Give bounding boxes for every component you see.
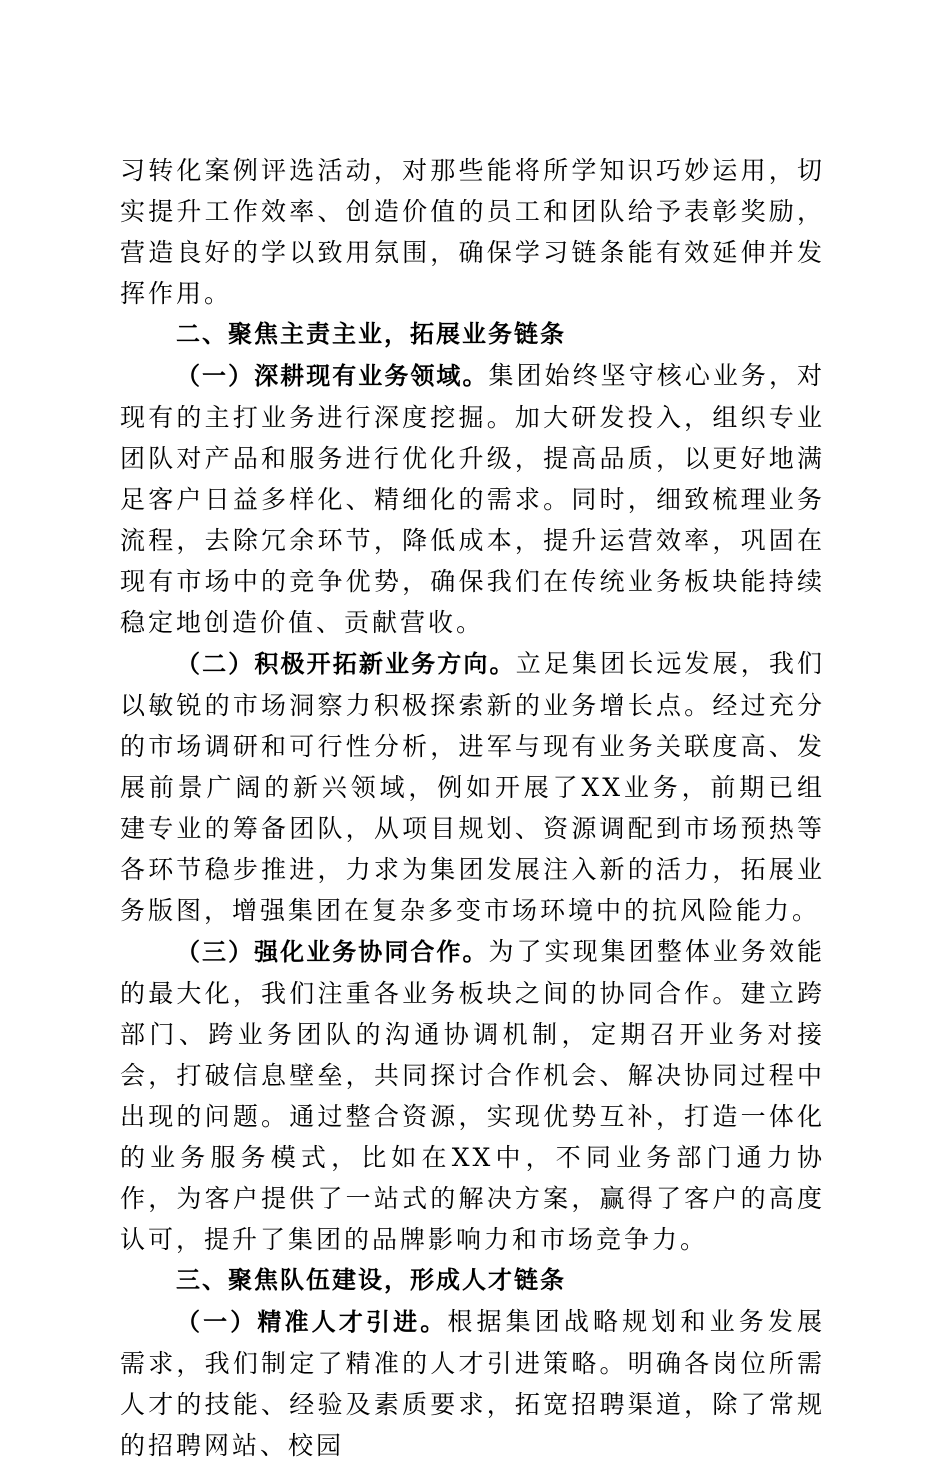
section-2-item-3-lead: （三）强化业务协同合作。 — [176, 938, 489, 966]
intro-continuation-paragraph: 习转化案例评选活动，对那些能将所学知识巧妙运用，切实提升工作效率、创造价值的员工和团队给予表彰奖励，营造良好的学以致用氛围，确保学习链条能有效延伸并发挥作用。 — [120, 156, 825, 308]
document-page — [120, 150, 825, 1466]
section-3-heading: 三、聚焦队伍建设，形成人才链条 — [176, 1266, 566, 1294]
section-2-item-1-body: 集团始终坚守核心业务，对现有的主打业务进行深度挖掘。加大研发投入，组织专业团队对产品和服务进行优化升级，提高品质，以更好地满足客户日益多样化、精细化的需求。同时，细致梳理业务流程，去除冗余环节，降低成本，提升运营效率，巩固在现有市场中的竞争优势，确保我们在传统业务板块能持续稳定地创造价值、贡献营收。 — [120, 361, 825, 637]
section-2-item-2-paragraph — [120, 643, 825, 931]
section-2-item-2-body: 立足集团长远发展，我们以敏锐的市场洞察力积极探索新的业务增长点。经过充分的市场调研和可行性分析，进军与现有业务关联度高、发展前景广阔的新兴领域，例如开展了XX业务，前期已组建专业的筹备团队，从项目规划、资源调配到市场预热等各环节稳步推进，力求为集团发展注入新的活力，拓展业务版图，增强集团在复杂多变市场环境中的抗风险能力。 — [120, 649, 825, 925]
section-3-item-1-lead: （一）精准人才引进。 — [176, 1308, 448, 1336]
section-3-item-1-paragraph — [120, 1301, 825, 1466]
section-2-item-1-paragraph — [120, 355, 825, 643]
section-2-heading: 二、聚焦主责主业，拓展业务链条 — [176, 320, 566, 348]
section-3-item-1-body: 根据集团战略规划和业务发展需求，我们制定了精准的人才引进策略。明确各岗位所需人才的技能、经验及素质要求，拓宽招聘渠道，除了常规的招聘网站、校园 — [120, 1307, 825, 1460]
section-2-item-2-lead: （二）积极开拓新业务方向。 — [176, 650, 516, 678]
section-2-item-1-lead: （一）深耕现有业务领域。 — [176, 362, 489, 390]
section-2-item-3-body: 为了实现集团整体业务效能的最大化，我们注重各业务板块之间的协同合作。建立跨部门、跨业务团队的沟通协调机制，定期召开业务对接会，打破信息壁垒，共同探讨合作机会、解决协同过程中出现的问题。通过整合资源，实现优势互补，打造一体化的业务服务模式，比如在XX中，不同业务部门通力协作，为客户提供了一站式的解决方案，赢得了客户的高度认可，提升了集团的品牌影响力和市场竞争力。 — [120, 937, 825, 1254]
section-2-item-3-paragraph — [120, 931, 825, 1260]
